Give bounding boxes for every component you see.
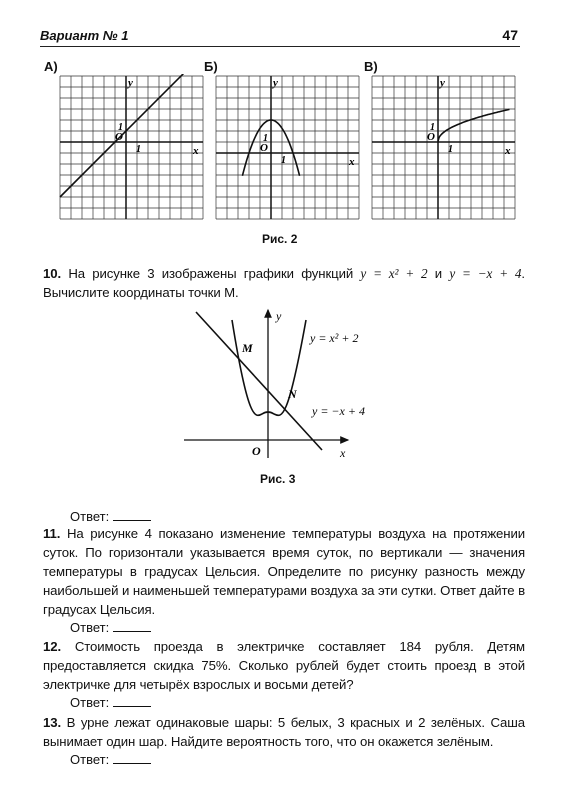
answer-10-line <box>113 508 151 521</box>
graph-a <box>58 74 206 224</box>
graph-v-label: В) <box>364 59 378 74</box>
page-header <box>40 24 520 47</box>
answer-12-label: Ответ: <box>70 695 110 710</box>
question-13-text: В урне лежат одинаковые шары: 5 белых, 3 красных и 2 зелёных. Саша вынимает один шар. Найдите вероятность того, что он окажется зелёным. <box>43 715 525 749</box>
unit-label-x: 1 <box>448 144 453 155</box>
question-12 <box>43 637 525 694</box>
figure-3 <box>170 300 390 470</box>
question-13 <box>43 713 525 751</box>
unit-label-y: 1 <box>118 122 123 133</box>
question-11-number: 11. <box>43 526 61 541</box>
answer-10-label: Ответ: <box>70 509 110 524</box>
graph-b <box>214 74 362 224</box>
question-12-number: 12. <box>43 639 62 654</box>
graph-b-label: Б) <box>204 59 218 74</box>
fig3-label-parabola: y = x² + 2 <box>310 331 359 345</box>
fig3-label-x: x <box>340 446 346 460</box>
answer-13-label: Ответ: <box>70 752 110 767</box>
question-13-number: 13. <box>43 715 62 730</box>
question-10 <box>43 264 525 302</box>
answer-13-line <box>113 751 151 764</box>
answer-13 <box>70 751 151 767</box>
answer-12 <box>70 694 151 710</box>
answer-11-line <box>113 619 151 632</box>
question-11-text: На рисунке 4 показано изменение температуры воздуха на протяжении суток. По горизонтали указывается время суток, по вертикали — значения температуры в градусах Цельсия. Определите по рисунку разность между наибольшей и наименьшей температурами воздуха за эти сутки. Ответ дайте в градусах Цельсия. <box>43 526 525 617</box>
question-10-text-after: . Вычислите координаты точки M. <box>43 266 525 300</box>
answer-11-label: Ответ: <box>70 620 110 635</box>
fig3-label-N: N <box>288 387 297 401</box>
question-11 <box>43 524 525 619</box>
fig2-caption: Рис. 2 <box>262 232 298 246</box>
function-2: y = −x + 4 <box>449 266 522 281</box>
origin-label: O <box>260 142 268 154</box>
question-10-text-before: На рисунке 3 изображены графики функций <box>68 266 361 281</box>
unit-label-x: 1 <box>136 144 141 155</box>
axis-label-y: y <box>440 77 445 89</box>
fig3-label-O: O <box>252 444 261 458</box>
origin-label: O <box>427 131 435 143</box>
graph-v <box>370 74 518 224</box>
answer-10 <box>70 508 151 524</box>
axis-label-y: y <box>128 77 133 89</box>
origin-label: O <box>115 131 123 143</box>
fig3-label-M: M <box>242 341 253 355</box>
page-number: 47 <box>502 27 518 43</box>
axis-label-x: x <box>193 145 199 157</box>
question-10-number: 10. <box>43 266 62 281</box>
fig3-parabola <box>232 320 306 415</box>
graph-a-label: А) <box>44 59 58 74</box>
axis-label-y: y <box>273 77 278 89</box>
function-1: y = x² + 2 <box>360 266 428 281</box>
answer-12-line <box>113 694 151 707</box>
fig3-caption: Рис. 3 <box>260 472 296 486</box>
unit-label-x: 1 <box>281 155 286 166</box>
question-12-text: Стоимость проезда в электричке составляет 184 рубля. Детям предоставляется скидка 75%. Сколько рублей будет стоить проезд в этой электричке для четырёх взрослых и восьми детей? <box>43 639 525 692</box>
variant-title: Вариант № 1 <box>40 28 129 43</box>
unit-label-y: 1 <box>430 122 435 133</box>
answer-11 <box>70 619 151 635</box>
unit-label-y: 1 <box>263 133 268 144</box>
axis-label-x: x <box>505 145 511 157</box>
axis-label-x: x <box>349 156 355 168</box>
question-10-joiner: и <box>427 266 450 281</box>
fig3-label-line: y = −x + 4 <box>312 404 365 418</box>
fig3-label-y: y <box>276 309 282 323</box>
